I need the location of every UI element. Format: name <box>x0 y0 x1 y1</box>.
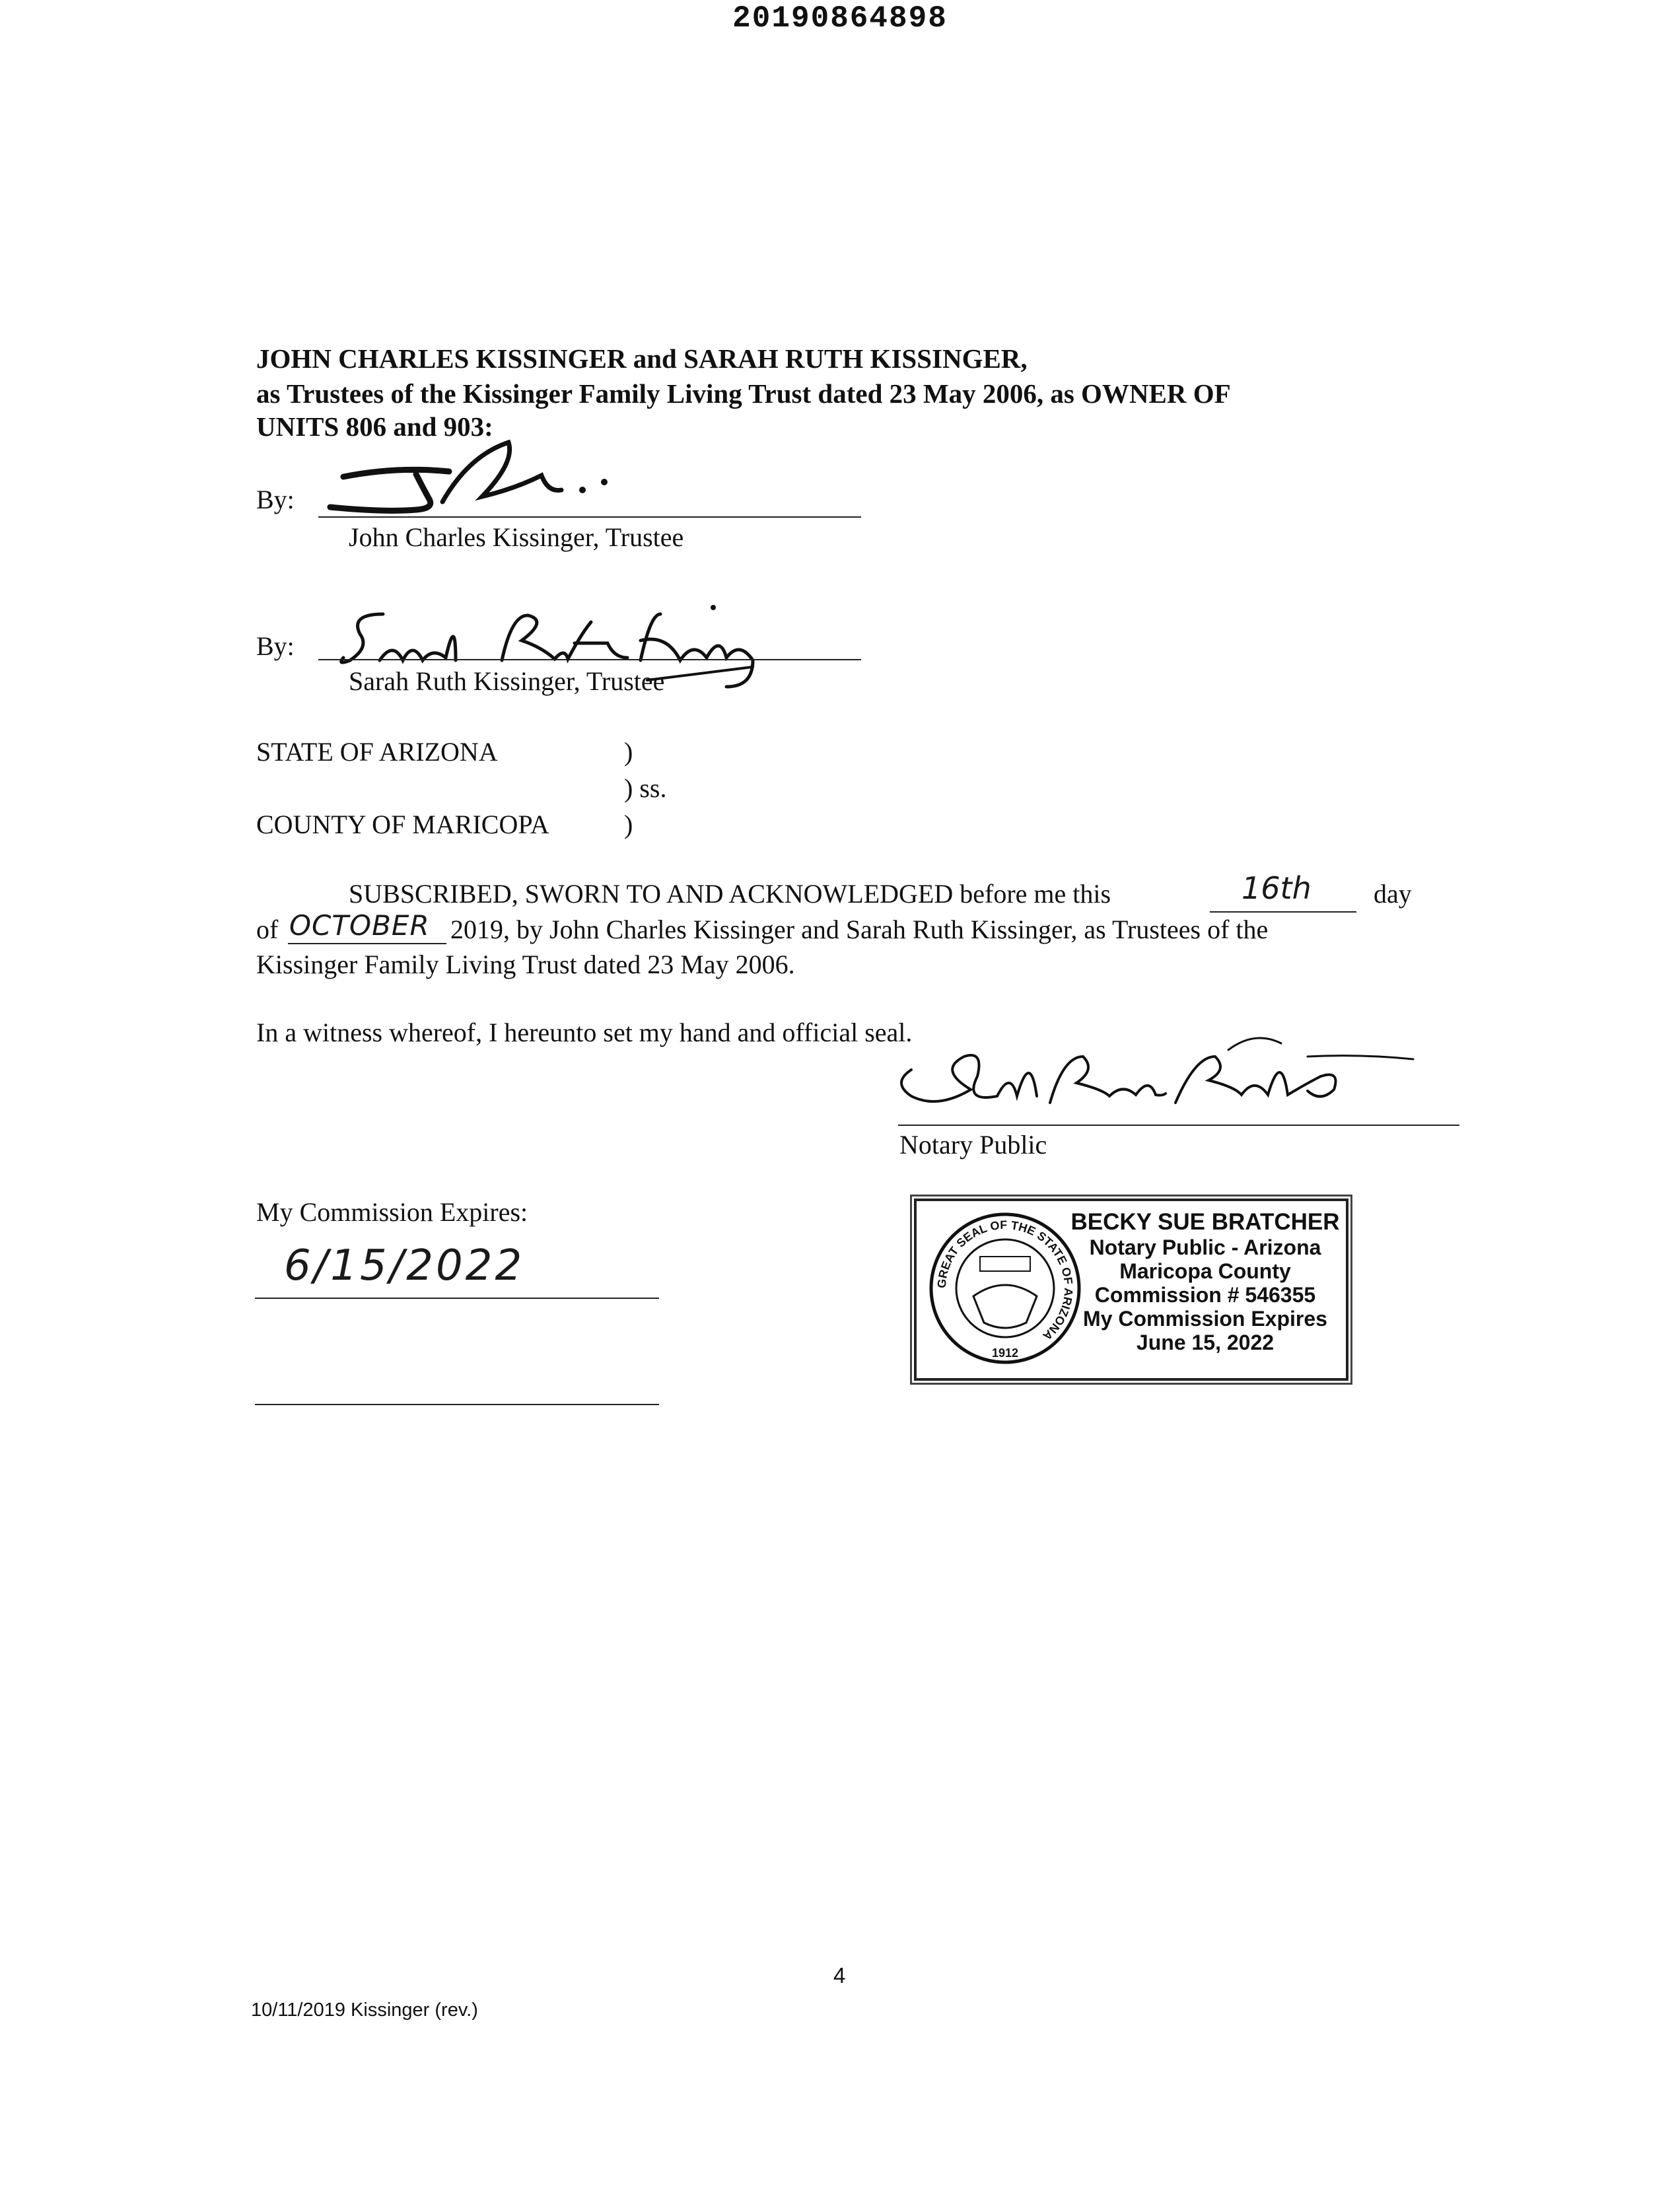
ack-text-1: SUBSCRIBED, SWORN TO AND ACKNOWLEDGED before me this <box>349 879 1111 909</box>
document-number: 20190864898 <box>732 1 948 36</box>
ack-text-3: Kissinger Family Living Trust dated 23 May 2006. <box>256 950 795 979</box>
page-number: 4 <box>833 1963 846 1988</box>
notary-stamp <box>914 1198 1348 1381</box>
ss-marker: ) ss. <box>624 773 667 803</box>
ack-of-label: of <box>256 915 279 944</box>
witness-statement: In a witness whereof, I hereunto set my hand and official seal. <box>256 1018 913 1047</box>
seal-notary-name: BECKY SUE BRATCHER <box>1070 1209 1340 1235</box>
owners-line-1: JOHN CHARLES KISSINGER and SARAH RUTH KISSINGER, <box>256 343 1028 374</box>
ack-month-handwritten: OCTOBER <box>289 909 430 942</box>
revision-note: 10/11/2019 Kissinger (rev.) <box>251 1999 478 2021</box>
commission-expires-date: 6/15/2022 <box>284 1241 525 1290</box>
day-blank-line <box>1210 911 1356 913</box>
commission-expires-label: My Commission Expires: <box>256 1197 528 1227</box>
blank-signature-line <box>255 1404 659 1405</box>
seal-county: Maricopa County <box>1119 1259 1291 1283</box>
owners-line-2: as Trustees of the Kissinger Family Living Trust dated 23 May 2006, as OWNER OF <box>256 378 1231 409</box>
state-seal-text: GREAT SEAL OF THE STATE OF ARIZONA <box>934 1218 1076 1343</box>
john-kissinger-signature <box>317 436 621 522</box>
seal-commission-number: Commission # 546355 <box>1094 1283 1316 1307</box>
ack-text-2: 2019, by John Charles Kissinger and Sarah Ruth Kissinger, as Trustees of the <box>450 915 1269 944</box>
seal-notary-title: Notary Public - Arizona <box>1089 1235 1321 1259</box>
signature-line-1 <box>318 516 861 518</box>
ack-day-handwritten: 16th <box>1242 870 1312 906</box>
state-seal-year: 1912 <box>991 1346 1019 1360</box>
signer-name-2: Sarah Ruth Kissinger, Trustee <box>349 666 665 696</box>
notary-signature-line <box>898 1125 1459 1126</box>
notary-label: Notary Public <box>899 1130 1047 1160</box>
county-paren: ) <box>624 810 633 839</box>
seal-expires-label: My Commission Expires <box>1083 1307 1327 1331</box>
seal-expires-date: June 15, 2022 <box>1136 1331 1275 1354</box>
by-label-1: By: <box>256 485 295 514</box>
month-blank-line <box>288 943 446 944</box>
ack-text-day: day <box>1374 879 1412 909</box>
signer-name-1: John Charles Kissinger, Trustee <box>349 522 684 552</box>
state-paren: ) <box>624 737 633 767</box>
state-line: STATE OF ARIZONA <box>256 737 498 767</box>
signature-line-2 <box>318 659 861 660</box>
county-line: COUNTY OF MARICOPA <box>256 810 549 839</box>
state-seal-icon <box>927 1210 1083 1366</box>
commission-date-line <box>255 1298 659 1299</box>
owners-line-3: UNITS 806 and 903: <box>256 411 493 442</box>
by-label-2: By: <box>256 631 295 661</box>
